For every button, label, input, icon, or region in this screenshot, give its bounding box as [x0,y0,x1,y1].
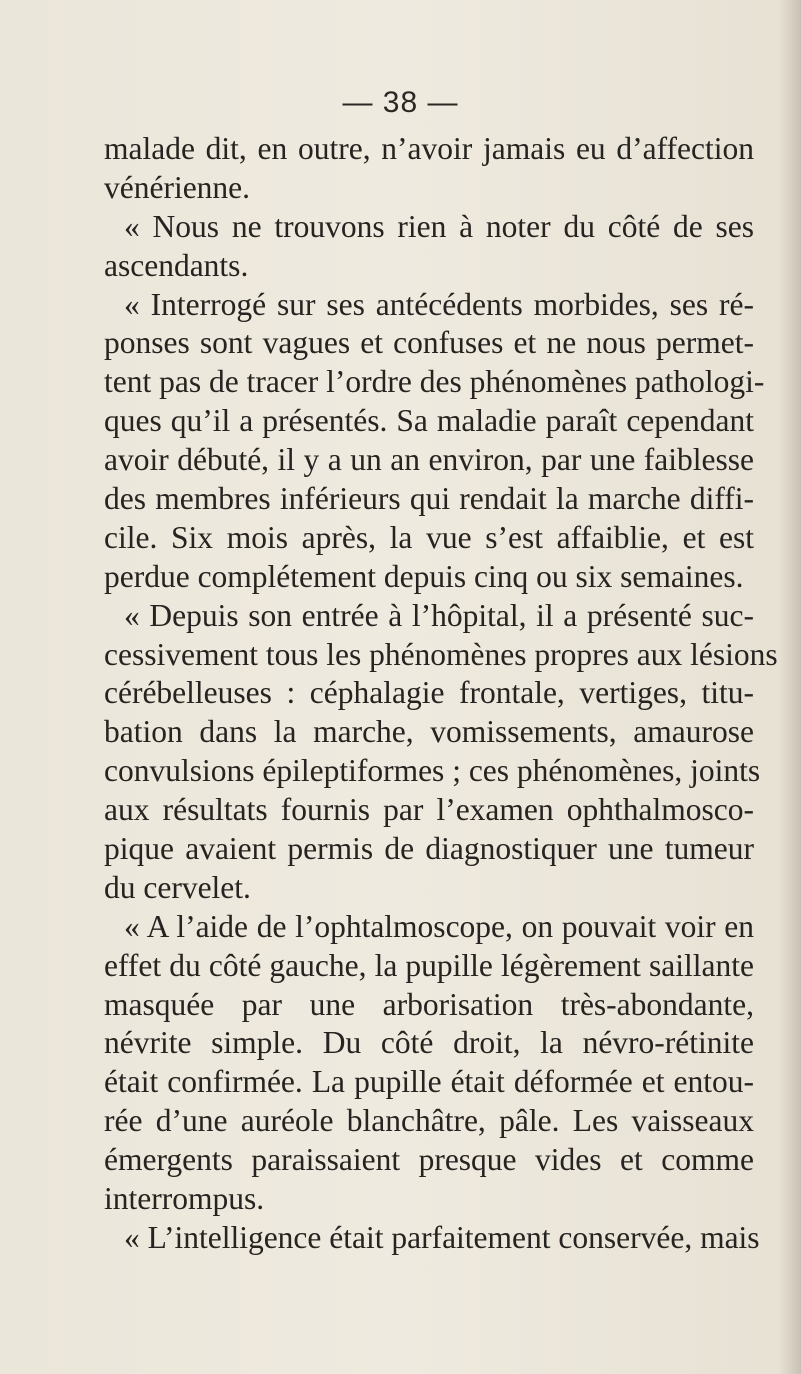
text-line: pique avaient permis de diagnostiquer une tumeur [104,831,754,867]
text-line: émergents paraissaient presque vides et comme [104,1142,754,1178]
text-line: bation dans la marche, vomissements, amaurose [104,714,754,750]
text-line: des membres inférieurs qui rendait la marche diffi- [104,481,754,517]
text-line: vénérienne. [104,169,251,205]
text-line: malade dit, en outre, n’avoir jamais eu d’affection [104,131,754,166]
text-line: névrite simple. Du côté droit, la névro-rétinite [104,1025,754,1061]
text-line: masquée par une arborisation très-abondante, [104,986,754,1022]
text-line: « L’intelligence était parfaitement conservée, mais [124,1219,760,1255]
text-line: « Nous ne trouvons rien à noter du côté de ses [124,208,754,244]
text-line: interrompus. [104,1181,265,1217]
text-line: cessivement tous les phénomènes propres aux lésions [104,636,778,672]
page-number: — 38 — [342,86,459,119]
body-text [104,130,778,1258]
text-line: ascendants. [104,247,249,283]
text-line: « Depuis son entrée à l’hôpital, il a présenté suc- [124,597,754,633]
text-line: convulsions épileptiformes ; ces phénomènes, joints [104,753,761,789]
text-line: cile. Six mois après, la vue s’est affaiblie, et est [104,519,754,555]
text-line: cérébelleuses : céphalagie frontale, vertiges, titu- [104,675,754,711]
page-edge-shadow [779,0,801,1374]
text-line: perdue complétement depuis cinq ou six semaines. [104,558,744,594]
text-line: rée d’une auréole blanchâtre, pâle. Les vaisseaux [104,1103,754,1139]
text-line: effet du côté gauche, la pupille légèrement saillante [104,947,754,983]
text-line: aux résultats fournis par l’examen ophthalmosco- [104,792,754,828]
text-line: ques qu’il a présentés. Sa maladie paraît cependant [104,403,754,439]
text-line: du cervelet. [104,869,251,905]
text-line: « A l’aide de l’ophtalmoscope, on pouvait voir en [124,908,754,944]
text-line: était confirmée. La pupille était déformée et entou- [104,1064,754,1100]
text-line: avoir débuté, il y a un an environ, par une faiblesse [104,442,754,478]
text-line: tent pas de tracer l’ordre des phénomènes pathologi- [104,364,765,400]
text-line: ponses sont vagues et confuses et ne nous permet- [104,325,754,361]
text-line: « Interrogé sur ses antécédents morbides, ses ré- [124,286,754,322]
